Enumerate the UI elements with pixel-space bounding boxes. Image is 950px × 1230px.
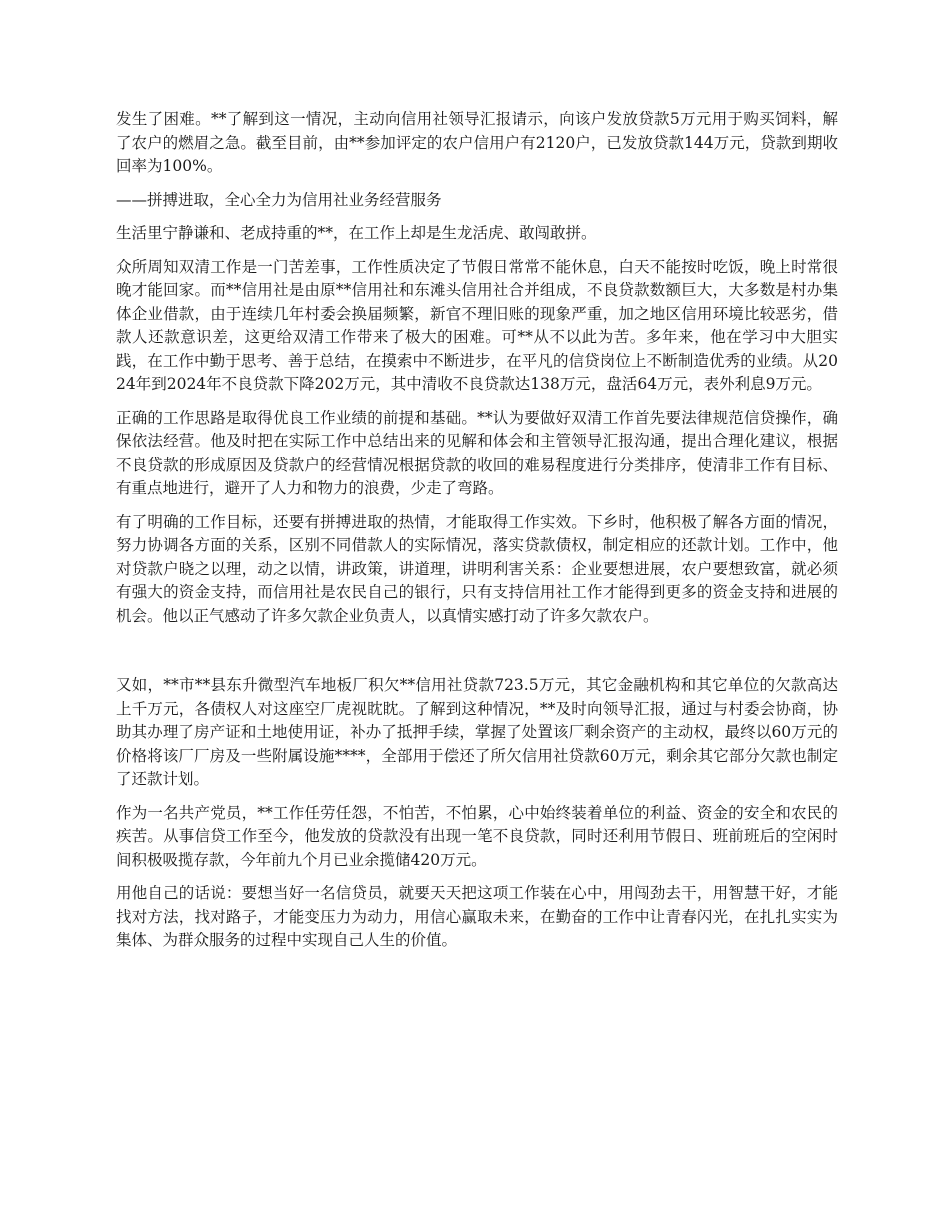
paragraph-party-member: 作为一名共产党员，**工作任劳任怨，不怕苦，不怕累，心中始终装着单位的利益、资金的安全和农民的疾苦。从事信贷工作至今，他发放的贷款没有出现一笔不良贷款，同时还利用节假日、班前班后的空闲时间积极吸揽存款，今年前九个月已业余揽储420万元。 [116,803,838,869]
paragraph-gap [116,638,838,674]
section-heading: ——拼搏进取，全心全力为信用社业务经营服务 [116,190,442,209]
paragraph-work-approach: 正确的工作思路是取得优良工作业绩的前提和基础。**认为要做好双清工作首先要法律规范信贷操作，确保依法经营。他及时把在实际工作中总结出来的见解和体会和主管领导汇报沟通，提出合理化建议，根据不良贷款的形成原因及贷款户的经营情况根据贷款的收回的难易程度进行分类排序，使清非工作有目标、有重点地进行，避开了人力和物力的浪费，少走了弯路。 [116,408,838,497]
paragraph-character: 生活里宁静谦和、老成持重的**，在工作上却是生龙活虎、敢闯敢拼。 [116,224,597,242]
paragraph-work-enthusiasm: 有了明确的工作目标，还要有拼搏进取的热情，才能取得工作实效。下乡时，他积极了解各方面的情况，努力协调各方面的关系，区别不同借款人的实际情况，落实贷款债权，制定相应的还款计划。工作中，他对贷款户晓之以理，动之以情，讲政策，讲道理，讲明利害关系：企业要想进展，农户要想致富，就必须有强大的资金支持，而信用社是农民自己的银行，只有支持信用社工作才能得到更多的资金支持和进展的机会。他以正气感动了许多欠款企业负责人，以真情实感打动了许多欠款农户。 [116,512,838,625]
document-page [116,108,838,963]
paragraph-own-words: 用他自己的话说：要想当好一名信贷员，就要天天把这项工作装在心中，用闯劲去干，用智慧干好，才能找对方法，找对路子，才能变压力为动力，用信心赢取未来，在勤奋的工作中让青春闪光，在扎扎实实为集体、为群众服务的过程中实现自己人生的价值。 [116,884,838,949]
paragraph-double-clearance: 众所周知双清工作是一门苦差事，工作性质决定了节假日常常不能休息，白天不能按时吃饭，晚上时常很晚才能回家。而**信用社是由原**信用社和东滩头信用社合并组成，不良贷款数额巨大，大多数是村办集体企业借款，由于连续几年村委会换届频繁，新官不理旧账的现象严重，加之地区信用环境比较恶劣，借款人还款意识差，这更给双清工作带来了极大的困难。可**从不以此为苦。多年来，他在学习中大胆实践，在工作中勤于思考、善于总结，在摸索中不断进步，在平凡的信贷岗位上不断制造优秀的业绩。从2024年到2024年不良贷款下降202万元，其中清收不良贷款达138万元，盘活64万元，表外利息9万元。 [116,257,838,393]
paragraph-loan-result: 发生了困难。**了解到这一情况，主动向信用社领导汇报请示，向该户发放贷款5万元用于购买饲料，解了农户的燃眉之急。截至目前，由**参加评定的农户信用户有2120户，已发放贷款144万元，贷款到期收回率为100%。 [116,110,838,175]
paragraph-example-factory: 又如，**市**县东升微型汽车地板厂积欠**信用社贷款723.5万元，其它金融机构和其它单位的欠款高达上千万元，各债权人对这座空厂虎视眈眈。了解到这种情况，**及时向领导汇报，通过与村委会协商，协助其办理了房产证和土地使用证，补办了抵押手续，掌握了处置该厂剩余资产的主动权，最终以60万元的价格将该厂厂房及一些附属设施****，全部用于偿还了所欠信用社贷款60万元，剩余其它部分欠款也制定了还款计划。 [116,676,838,788]
